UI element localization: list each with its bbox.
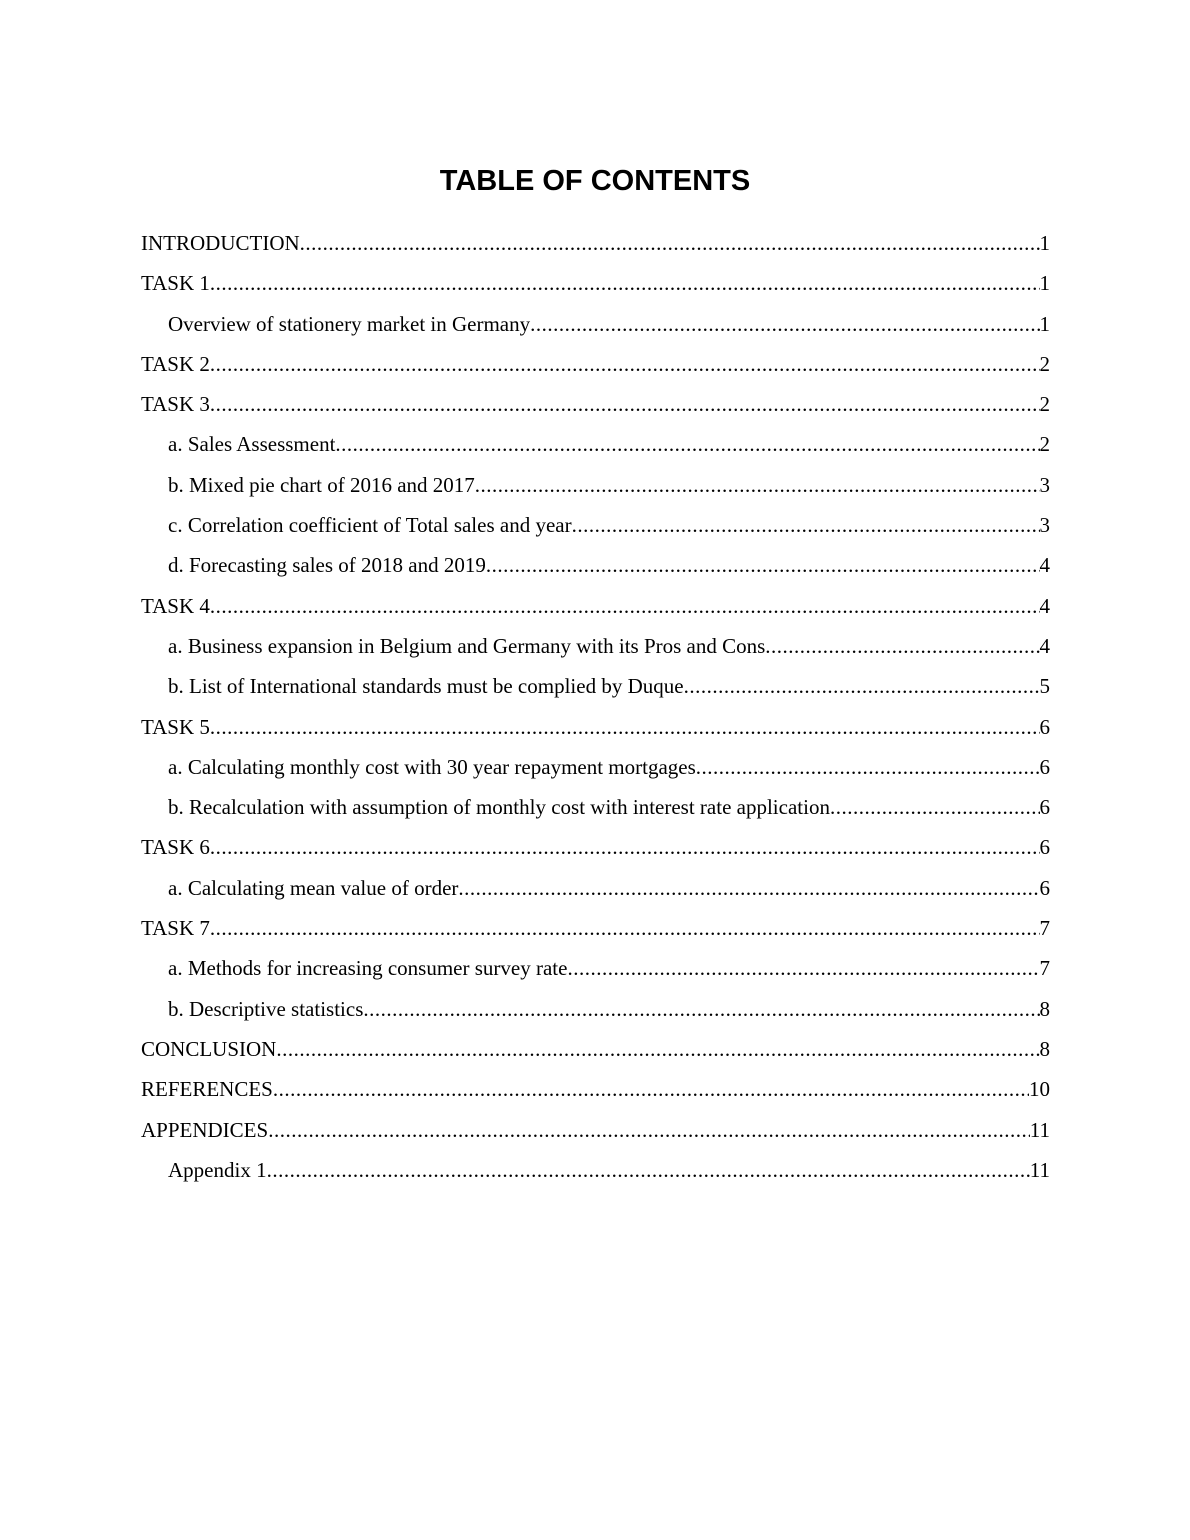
toc-entry[interactable] <box>141 790 1050 830</box>
toc-entry-text: TASK 7 <box>141 916 210 941</box>
toc-page-number: 11 <box>1029 1117 1050 1142</box>
toc-page-number: 6 <box>1039 835 1050 860</box>
toc-entry-text: INTRODUCTION <box>141 231 300 255</box>
toc-entry[interactable] <box>141 911 1050 951</box>
toc-dot-leader <box>300 226 1040 260</box>
toc-page-number: 10 <box>1029 1077 1050 1102</box>
toc-page-number: 1 <box>1039 311 1050 336</box>
toc-entry-text: TASK 4 <box>141 593 210 618</box>
toc-entry[interactable] <box>141 830 1050 870</box>
toc-entry-text: b. Descriptive statistics <box>168 996 364 1021</box>
toc-entry[interactable] <box>141 548 1050 588</box>
toc-title: TABLE OF CONTENTS <box>439 165 751 197</box>
toc-page-number: 6 <box>1039 754 1050 779</box>
toc-dot-leader <box>475 468 1040 502</box>
toc-dot-leader <box>273 1072 1029 1106</box>
toc-dot-leader <box>830 790 1040 824</box>
toc-entry[interactable] <box>141 710 1050 750</box>
toc-dot-leader <box>210 387 1040 421</box>
toc-entry[interactable] <box>141 1153 1050 1193</box>
toc-dot-leader <box>530 307 1039 341</box>
toc-entry-text: Appendix 1 <box>168 1157 267 1182</box>
toc-entry-text: a. Calculating monthly cost with 30 year repayment mortgages <box>168 754 696 779</box>
toc-entry[interactable] <box>141 669 1050 709</box>
toc-page-number: 5 <box>1039 674 1050 699</box>
toc-dot-leader <box>567 951 1039 985</box>
toc-dot-leader <box>765 629 1039 663</box>
toc-dot-leader <box>458 871 1039 905</box>
toc-dot-leader <box>486 548 1040 582</box>
toc-entry-text: a. Business expansion in Belgium and Germany with its Pros and Cons <box>168 633 766 658</box>
toc-entry[interactable] <box>141 508 1050 548</box>
toc-entry-text: APPENDICES <box>141 1117 269 1142</box>
toc-page-number: 4 <box>1039 553 1050 578</box>
toc-entry-text: TASK 5 <box>141 714 210 739</box>
toc-page-number: 2 <box>1039 351 1050 376</box>
toc-page-number: 7 <box>1039 956 1050 981</box>
toc-page-number: 4 <box>1039 593 1050 618</box>
toc-dot-leader <box>363 992 1039 1026</box>
toc-entry[interactable] <box>141 629 1050 669</box>
toc-entry-text: b. Recalculation with assumption of monthly cost with interest rate application <box>168 795 830 820</box>
toc-entry[interactable] <box>141 750 1050 790</box>
toc-page-number: 7 <box>1039 916 1050 941</box>
toc-dot-leader <box>210 710 1040 744</box>
toc-page-number: 1 <box>1039 231 1050 255</box>
toc-page-number: 4 <box>1039 633 1050 658</box>
toc-entry-text: b. List of International standards must be complied by Duque <box>168 674 684 699</box>
toc-dot-leader <box>210 347 1040 381</box>
toc-page-number: 6 <box>1039 795 1050 820</box>
toc-dot-leader <box>684 669 1040 703</box>
toc-page-number: 2 <box>1039 392 1050 417</box>
toc-entry-text: Overview of stationery market in Germany <box>168 311 531 336</box>
toc-entry[interactable] <box>141 468 1050 508</box>
toc-entry[interactable] <box>141 1032 1050 1072</box>
toc-entry[interactable] <box>141 951 1050 991</box>
toc-page-number: 3 <box>1039 472 1050 497</box>
toc-entry[interactable] <box>141 307 1050 347</box>
toc-dot-leader <box>210 911 1040 945</box>
toc-page-number: 6 <box>1039 714 1050 739</box>
toc-dot-leader <box>696 750 1040 784</box>
toc-entry[interactable] <box>141 871 1050 911</box>
toc-dot-leader <box>276 1032 1039 1066</box>
toc-entry-text: b. Mixed pie chart of 2016 and 2017 <box>168 472 475 497</box>
toc-dot-leader <box>572 508 1040 542</box>
toc-entry[interactable] <box>141 387 1050 427</box>
toc-page-number: 11 <box>1029 1157 1050 1182</box>
toc-page-number: 1 <box>1039 271 1050 296</box>
toc-entry-text: TASK 2 <box>141 351 210 376</box>
toc-list <box>141 226 1050 1193</box>
toc-entry[interactable] <box>141 427 1050 467</box>
toc-entry[interactable] <box>141 992 1050 1032</box>
toc-entry-text: TASK 3 <box>141 392 210 417</box>
toc-entry-text: REFERENCES <box>141 1077 273 1102</box>
toc-entry[interactable] <box>141 1113 1050 1153</box>
toc-page-number: 8 <box>1039 1036 1050 1061</box>
toc-page-number: 8 <box>1039 996 1050 1021</box>
toc-entry[interactable] <box>141 266 1050 306</box>
toc-entry[interactable] <box>141 347 1050 387</box>
toc-entry-text: a. Methods for increasing consumer survey rate <box>168 956 568 981</box>
toc-dot-leader <box>210 830 1040 864</box>
toc-dot-leader <box>267 1153 1030 1187</box>
toc-entry[interactable] <box>141 1072 1050 1112</box>
toc-page-number: 3 <box>1039 513 1050 538</box>
toc-entry[interactable] <box>141 226 1050 266</box>
toc-entry-text: TASK 6 <box>141 835 210 860</box>
toc-entry-text: TASK 1 <box>141 271 210 296</box>
toc-dot-leader <box>210 589 1040 623</box>
toc-dot-leader <box>210 266 1040 300</box>
toc-entry-text: a. Sales Assessment <box>168 432 336 457</box>
toc-page-number: 2 <box>1039 432 1050 457</box>
toc-entry-text: d. Forecasting sales of 2018 and 2019 <box>168 553 486 578</box>
toc-page-number: 6 <box>1039 875 1050 900</box>
toc-dot-leader <box>335 427 1039 461</box>
toc-entry-text: CONCLUSION <box>141 1036 277 1061</box>
toc-dot-leader <box>268 1113 1030 1147</box>
toc-entry-text: c. Correlation coefficient of Total sales and year <box>168 513 572 538</box>
toc-entry[interactable] <box>141 589 1050 629</box>
toc-entry-text: a. Calculating mean value of order <box>168 875 459 900</box>
